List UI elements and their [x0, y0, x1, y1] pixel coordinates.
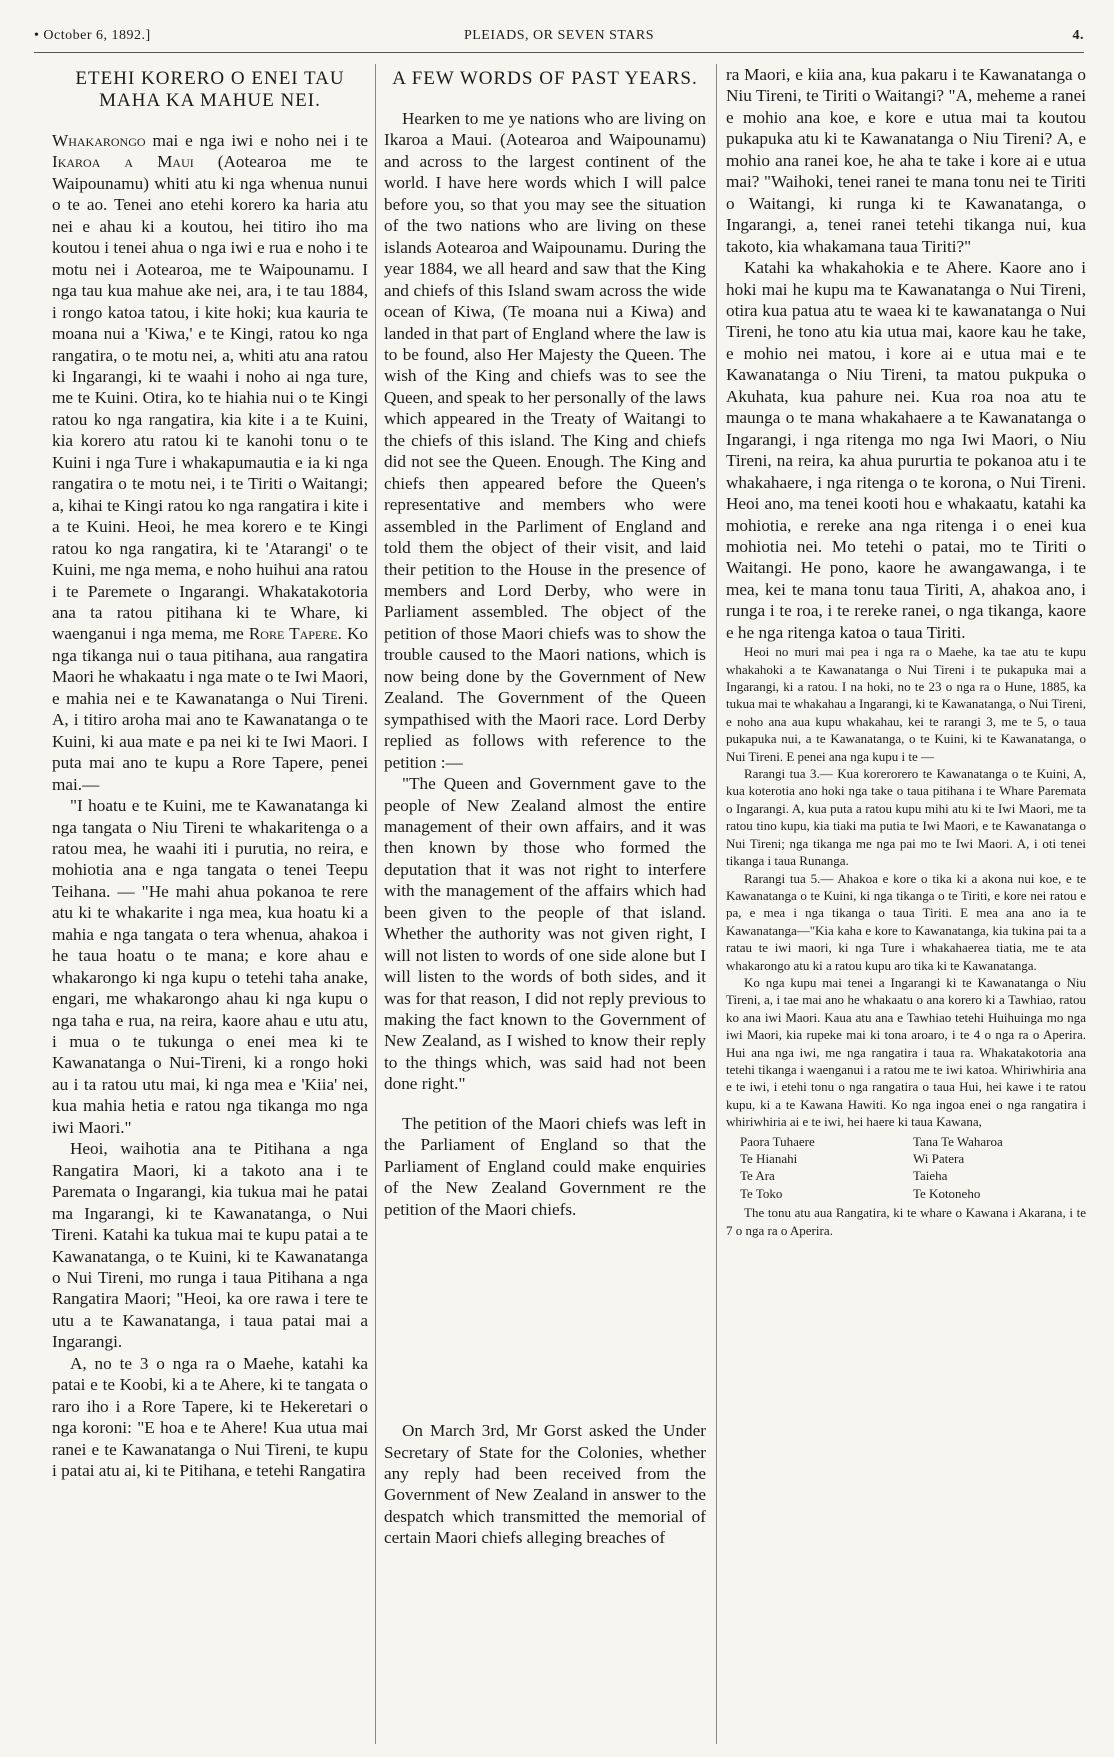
paragraph: ra Maori, e kiia ana, kua pakaru i te Kawanatanga o Niu Tireni, te Tiriti o Waitangi? "A, meheme a ranei e mohio ana koe, e kore e utua mai ta koutou pukapuka atu ki te Kawanatanga o Niu Tireni? A, e mohio ana ranei koe, he aha te take i kore ai e utua mai? "Waihoki, tenei ranei te mana tonu nei te Tiriti o Waitangi, ki runga ki te Kawanatanga, o Ingarangi, a, tenei ranei tetehi tikanga nui, kua takoto, kia whakamana taua Tiriti?"	[726, 65, 1086, 256]
paragraph: Katahi ka whakahokia e te Ahere. Kaore ano i hoki mai he kupu ma te Kawanatanga o Nui Tireni, otira kua patua atu te waea ki te kawanatanga o Nui Tireni, he tono atu kia utua mai, kaore kau he take, e mohio nei matou, i kore ai e utua mai e te Kawanatanga o Niu Tireni, ta matou pukpuka o Akuhata, kua pahure nei. Kua roa noa atu te maunga o te mana whakahaere a te Kawanatanga o Ingarangi, i nga ritenga mo nga Iwi Maori, o Niu Tireni, na reira, ka ahua pururtia te pokanoa atu i te whakahaere, i nga ritenga o te korona, o Nui Tireni. Heoi ano, ma tenei kooti hou e whakaatu, katahi ka mohiotia, e rereke ana nga ritenga i o enei kua mohiotia nei. Mo tetehi o patai, mo te Tiriti o Waitangi. He pono, kaore he awangawanga, i te mea, kei te mana tonu taua Tiriti, A, ahakoa ano, i runga i te roa, i te rereke ranei, o nga tikanga, kaore e he nga ritenga katoa o taua Tiriti.	[726, 258, 1086, 642]
header-date: • October 6, 1892.]	[34, 28, 151, 43]
chief-name: Te Ara	[740, 1168, 775, 1184]
paragraph: The tonu atu aua Rangatira, ki te whare o Kawana i Akarana, i te 7 o nga ra o Aperira.	[726, 1205, 1086, 1238]
paragraph-text: . Ko nga tikanga nui o taua pitihana, aua rangatira Maori he whakaatu i nga mate o te Iwi Maori, e mahia nei e te Kawanatanga o Nui Tireni. A, i titiro aroha mai ano te Kawanatanga o te Kuini, ki aua mate e pa nei ki te Iwi Maori. I puta mai ano te kupu a Rore Tapere, penei mai.—	[52, 624, 368, 794]
chief-name: Te Toko	[740, 1185, 783, 1201]
column-divider-2	[716, 64, 717, 1744]
paragraph	[52, 130, 368, 795]
chief-names-list	[740, 1133, 1086, 1203]
paragraph: "The Queen and Government gave to the people of New Zealand almost the entire management of their own affairs, and it was then known by those who formed the deputation that it was not right to interfere with the management of the affairs which had been given to the people of that island. Whether the authority was not given right, I will not listen to words of one side alone but I will listen to the words of both sides, and it was for that reason, I did not reply previous to making the fact known to the Government of New Zealand, as I wished to know their reply to the things which, was said had not been done right."	[384, 774, 706, 1094]
article-heading-maori: ETEHI KORERO O ENEI TAU MAHA KA MAHUE NEI.	[75, 68, 345, 111]
column-maori-article	[52, 64, 368, 1482]
paragraph: "I hoatu e te Kuini, me te Kawanatanga ki nga tangata o Niu Tireni te whakaritenga o a ratou mea, he waahi iti i purutia, no reira, e mohiotia ana e nga tangata o tenei Teepu Teihana. — "He mahi ahua pokanoa te rere atu ki te whakarite i nga mea, kua hoatu ki a mahia e nga tangata o tera whenua, ahakoa i he taua hoatu o te mana; e kore ahau e whakarongo ki nga kupu o tetehi taha anake, engari, me whakarongo ahau ki nga kupu o nga taha e rua, na reira, kaore ahau e utu atu, i mua o te tukunga o enei mea ki te Kawanatanga o Nui-Tireni, ki a rongo hoki au i ta ratou utu mai, ki nga mea e 'Kiia' nei, kua mahia hetia e ratou nga tikanga mo nga iwi Maori."	[52, 796, 368, 1137]
paragraph: On March 3rd, Mr Gorst asked the Under Secretary of State for the Colonies, whether any reply had been received from the Government of New Zealand in answer to the despatch which transmitted the memorial of certain Maori chiefs alleging breaches of	[384, 1421, 706, 1548]
column-divider-1	[375, 64, 376, 1744]
spacer	[384, 1095, 706, 1113]
paragraph: Heoi no muri mai pea i nga ra o Maehe, ka tae atu te kupu whakahoki a te Kawanatanga o Nui Tireni i te pukapuka mai a Ingarangi, ki a ratou. I na hoki, no te 23 o nga ra o Hune, 1885, ka tukua mai te whakahau a Ingarangi, ki te Kawanatanga, o Nui Tireni, e noho ana aua kupu whakahau, kei te rarangi 3, me te 5, o taua pukapuka nui, a te Kawanatanga, o te Kuini, ki te Kawanatanga, o Nui Tireni. E penei ana nga kupu i te —	[726, 644, 1086, 764]
place-name: Ikaroa a Maui	[52, 152, 194, 172]
paragraph-text: mai e nga iwi e noho nei i te	[145, 131, 368, 150]
paragraph-text: (Aotearoa me te Waipounamu) whiti atu ki nga whenua nunui o te ao. Tenei ano etehi korero ka haria atu nei e ahau ki a koutou, hei titiro iho ma koutou i tenei ahua o nga iwi e rua e noho i te motu nei i Aotearoa, me te Waipounamu. I nga tau kua mahue ake nei, ara, i te tau 1884, i rongo katoa tatou, i kite hoki; kua kauria te moana nui a 'Kiwa,' e te Kingi, ratou ko nga rangatira, o te motu nei, a, whiti atu ana ratou ki Ingarangi, ki te waahi i noho ai nga ture, me te Kuini. Otira, ko te hiahia nui o te Kingi ratou ko nga rangatira, kia kite i a te Kuini, kia korero atu ratou ki te kanohi tonu o te Kuini i nga Ture i whakapumautia e ia ki nga rangatira o te motu nei, i te Tiriti o Waitangi; a, kihai te Kingi ratou ko nga rangatira i kite i a te Kuini. Heoi, he mea korero e te Kingi ratou ko nga rangatira, ki te 'Atarangi' o te Kuini, me nga mema, e noho huihui ana ratou i te Paremete o Ingarangi. Whakatakotoria ana ta ratou pitihana ki te Whare, ki waenganui i nga mema, me	[52, 152, 368, 644]
paragraph: Rarangi tua 3.— Kua korerorero te Kawanatanga o te Kuini, A, kua koterotia ano hoki nga take o taua pitihana i te Whare Paremata o Ingarangi. A, kua puta a ratou kupu mihi atu ki te Iwi Maori, me ta ratou tino kupu, kia tiaki ma putia te Iwi Maori, e te Kawanatanga o Nui Tireni; nga tikanga me nga pai mo te Iwi Maori. A, i oti tenei tikanga i taua Runanga.	[726, 766, 1086, 869]
chief-name: Wi Patera	[913, 1151, 965, 1167]
lead-word: Whakarongo	[52, 131, 146, 150]
column-maori-continued	[726, 64, 1086, 1239]
article-heading-english: A FEW WORDS OF PAST YEARS.	[392, 68, 698, 89]
paragraph: Heoi, waihotia ana te Pitihana a nga Rangatira Maori, ki a takoto ana i te Paremata o Ingarangi, kia tukua mai he patai ma Ingarangi, ki te Kawanatanga, o Nui Tireni. Katahi ka tukua mai te kupu patai a te Kawanatanga, o te Kuini, ki te Kawanatanga o Nui Tireni, mo runga i taua Pitihana a nga Rangatira Maori; "Heoi, ka ore rawa i tere te utu a te Kawanatanga, i taua patai mai a Ingarangi.	[52, 1139, 368, 1352]
paragraph: Rarangi tua 5.— Ahakoa e kore o tika ki a akona nui koe, e te Kawanatanga o te Kuini, ki nga tikanga o te Tiriti, e kore nei ratou e pa, e mea i nga tikanga o taua Tiriti. E mea ana ano ia te Kawanatanga—"Kia kaha e kore to Kawanatanga, kia tukina pai ta a ratau te iwi maori, ki nga Ture i whakahaerea tiatia, me te ata whakarongo atu ki a ratou kupu aro tika ki te Kawanatanga.	[726, 870, 1086, 973]
paragraph: Ko nga kupu mai tenei a Ingarangi ki te Kawanatanga o Niu Tireni, a, i tae mai ano he whakaatu o ana korero ki a Tawhiao, ratou ko ana iwi Maori. Kaua atu ana e Tawhiao tetehi Huihuinga mo nga iwi Maori, kia rupeke mai ki tona aroaro, i te 4 o nga ra o Aperira. Hui ana nga iwi, me nga rangatira i taua ra. Whakatakotoria ana tetehi tikanga i waenganui i a ratou me te iwi katoa. Whiriwhiria ana e te iwi, i etehi tonu o nga rangatira o taua Hui, hei kawe i te ratou kupu, ki a te Kawana Hawiti. Ko nga ingoa enei o nga rangatira i whiriwhiria ai e te iwi, hei haere ki taua Kawana,	[726, 974, 1086, 1130]
chief-name: Taieha	[913, 1168, 948, 1184]
spacer	[384, 1220, 706, 1420]
header-title: PLEIADS, OR SEVEN STARS	[463, 28, 655, 43]
paragraph: The petition of the Maori chiefs was left in the Parliament of England so that the Parliament of England could make enquiries of the New Zealand Government re the petition of the Maori chiefs.	[384, 1113, 706, 1219]
chief-name: Te Hianahi	[740, 1151, 798, 1167]
chief-name: Paora Tuhaere	[740, 1133, 815, 1149]
paragraph: Hearken to me ye nations who are living on Ikaroa a Maui. (Aotearoa and Waipounamu) and across to the largest continent of the world. I have here words which I will palce before you, so that you may see the situation of the two nations who are living on these islands Aotearoa and Waipounamu. During the year 1884, we all heard and saw that the King and chiefs of this Island swam across the wide ocean of Kiwa, (Te moana nui a Kiwa) and landed in that part of England where the law is to be found, also Her Majesty the Queen. The wish of the King and chiefs was to see the Queen, and speak to her personally of the laws which appeared in the Treaty of Waitangi to the chiefs of this island. The King and chiefs did not see the Queen. Enough. The King and chiefs then appeared before the Queen's representative and members who were assembled in the Parliment of England and told them the object of their visit, and laid their petition to the House in the presence of members and Lord Derby, who were in Parliament assembled. The object of the petition of those Maori chiefs was to show the trouble caused to the Maori nations, which is now being done by the Government of New Zealand. The Government of the Queen sympathised with the Maori race. Lord Derby replied as follows with reference to the petition :—	[384, 109, 706, 772]
column-english-article	[384, 64, 706, 1549]
header-rule	[34, 52, 1084, 53]
paragraph: A, no te 3 o nga ra o Maehe, katahi ka patai e te Koobi, ki a te Ahere, ki te tangata o raro iho i a Rore Tapere, ki te Hekeretari o nga koroni: "E hoa e te Ahere! Kua utua mai ranei e te Kawanatanga o Nui Tireni, te kupu i patai atu ai, ki te Pitihana, e tetehi Rangatira	[52, 1353, 368, 1481]
chief-name: Te Kotoneho	[913, 1185, 981, 1201]
person-name: Rore Tapere	[248, 624, 338, 644]
chief-name: Tana Te Waharoa	[913, 1133, 1003, 1149]
header-page-number: 4.	[1072, 28, 1084, 43]
running-header	[34, 28, 1084, 50]
